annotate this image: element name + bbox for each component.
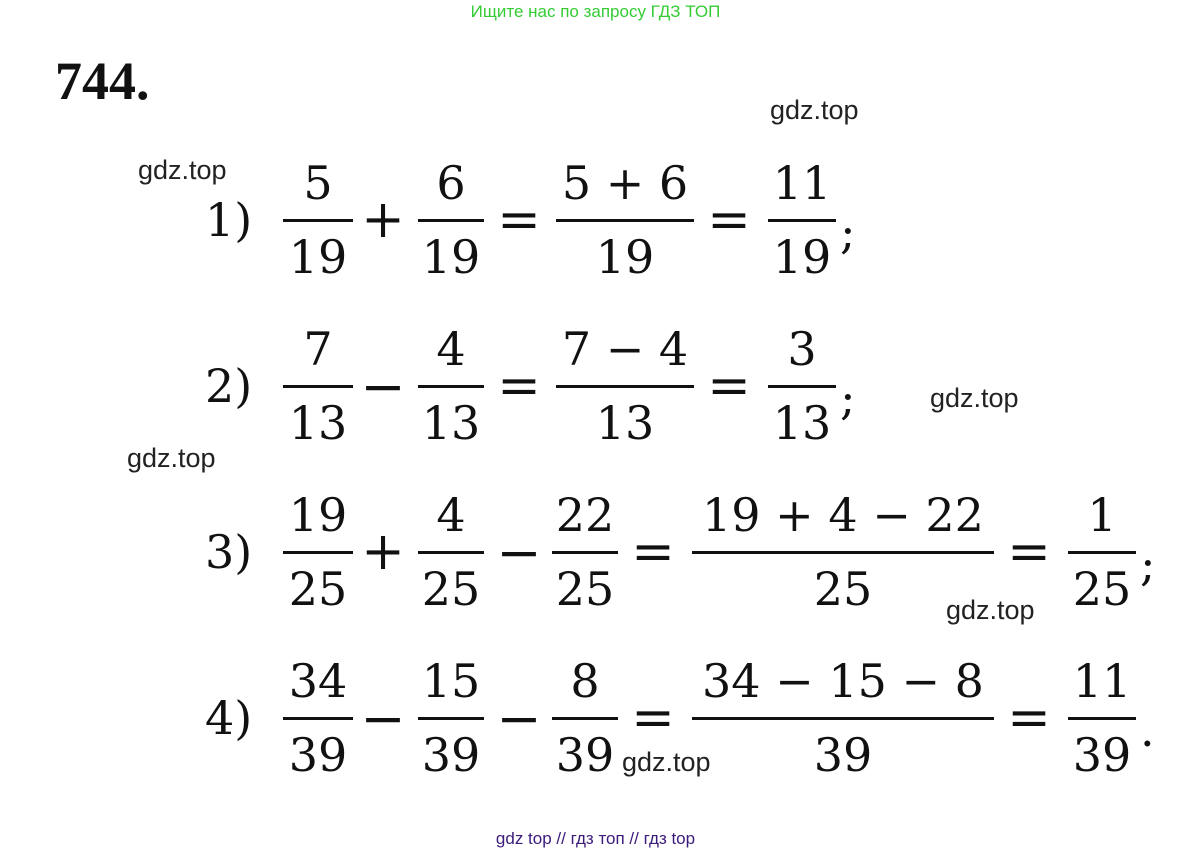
fraction-bar (1068, 717, 1136, 720)
fraction (283, 316, 353, 456)
fraction-denominator: 19 (772, 230, 832, 284)
equation-line (0, 648, 1191, 788)
fraction-numerator: 11 (772, 156, 832, 210)
fraction-denominator: 25 (421, 562, 481, 616)
equals-sign: = (707, 356, 751, 416)
fraction (418, 648, 484, 788)
fraction-denominator: 13 (595, 396, 655, 450)
fraction-denominator: 39 (1072, 728, 1132, 782)
fraction-bar (556, 219, 694, 222)
fraction-denominator: 19 (288, 230, 348, 284)
fraction-denominator: 39 (813, 728, 873, 782)
top-banner: Ищите нас по запросу ГДЗ ТОП (470, 2, 721, 21)
fraction-bar (418, 219, 484, 222)
minus-sign: − (360, 686, 406, 750)
watermark: gdz.top (127, 443, 216, 473)
fraction-denominator: 19 (421, 230, 481, 284)
fraction-numerator: 19 (288, 488, 348, 542)
fraction-denominator: 13 (421, 396, 481, 450)
fraction-numerator: 4 (436, 488, 466, 542)
watermark: gdz.top (930, 383, 1019, 413)
fraction-numerator: 34 (288, 654, 348, 708)
fraction-bar (418, 551, 484, 554)
fraction-numerator: 5 + 6 (561, 156, 689, 210)
fraction (556, 150, 694, 290)
fraction-numerator: 6 (436, 156, 466, 210)
equation-line (0, 316, 1191, 456)
fraction-bar (768, 219, 836, 222)
fraction (692, 482, 994, 622)
fraction (1068, 482, 1136, 622)
minus-sign: − (496, 686, 542, 750)
fraction (283, 150, 353, 290)
fraction (768, 316, 836, 456)
fraction-numerator: 7 (303, 322, 333, 376)
fraction-numerator: 22 (555, 488, 615, 542)
fraction-bar (418, 717, 484, 720)
fraction-bar (768, 385, 836, 388)
fraction-bar (692, 717, 994, 720)
fraction-bar (283, 551, 353, 554)
watermark: gdz.top (946, 595, 1035, 625)
fraction-numerator: 7 − 4 (561, 322, 689, 376)
fraction-numerator: 34 − 15 − 8 (702, 654, 984, 708)
end-punctuation: ; (1140, 537, 1156, 591)
fraction-bar (283, 385, 353, 388)
fraction-numerator: 15 (421, 654, 481, 708)
fraction-bar (556, 385, 694, 388)
fraction-bar (418, 385, 484, 388)
fraction-denominator: 25 (288, 562, 348, 616)
fraction-numerator: 1 (1087, 488, 1117, 542)
fraction-bar (283, 219, 353, 222)
fraction-numerator: 4 (436, 322, 466, 376)
equation-label: 1) (205, 193, 253, 247)
fraction-bar (552, 717, 618, 720)
minus-sign: − (496, 520, 542, 584)
equals-sign: = (631, 688, 675, 748)
fraction-bar (552, 551, 618, 554)
fraction (692, 648, 994, 788)
minus-sign: − (360, 354, 406, 418)
equation-label: 3) (205, 525, 253, 579)
fraction-bar (692, 551, 994, 554)
end-punctuation: ; (840, 371, 856, 425)
fraction-denominator: 25 (1072, 562, 1132, 616)
footer: gdz top // гдз топ // гдз top (495, 829, 696, 848)
fraction (283, 648, 353, 788)
equals-sign: = (707, 190, 751, 250)
fraction-denominator: 25 (813, 562, 873, 616)
fraction-numerator: 3 (787, 322, 817, 376)
fraction (418, 316, 484, 456)
equation-line (0, 150, 1191, 290)
equals-sign: = (497, 356, 541, 416)
fraction (556, 316, 694, 456)
fraction (1068, 648, 1136, 788)
fraction-denominator: 39 (555, 728, 615, 782)
fraction-numerator: 19 + 4 − 22 (702, 488, 984, 542)
plus-sign: + (361, 190, 405, 250)
fraction (768, 150, 836, 290)
equation-label: 4) (205, 691, 253, 745)
watermark: gdz.top (770, 95, 859, 125)
fraction-denominator: 13 (288, 396, 348, 450)
fraction (418, 482, 484, 622)
equation-line (0, 482, 1191, 622)
equals-sign: = (497, 190, 541, 250)
watermark: gdz.top (622, 747, 711, 777)
equation-label: 2) (205, 359, 253, 413)
fraction-denominator: 39 (288, 728, 348, 782)
fraction (552, 482, 618, 622)
fraction-denominator: 19 (595, 230, 655, 284)
fraction (418, 150, 484, 290)
fraction-bar (283, 717, 353, 720)
problem-number: 744. (55, 51, 150, 111)
fraction-bar (1068, 551, 1136, 554)
fraction (283, 482, 353, 622)
fraction-denominator: 13 (772, 396, 832, 450)
equals-sign: = (1007, 522, 1051, 582)
end-punctuation: . (1140, 703, 1155, 757)
fraction-numerator: 8 (570, 654, 600, 708)
fraction (552, 648, 618, 788)
fraction-numerator: 5 (303, 156, 333, 210)
fraction-denominator: 25 (555, 562, 615, 616)
watermark: gdz.top (138, 155, 227, 185)
fraction-denominator: 39 (421, 728, 481, 782)
equals-sign: = (631, 522, 675, 582)
end-punctuation: ; (840, 205, 856, 259)
fraction-numerator: 11 (1072, 654, 1132, 708)
equals-sign: = (1007, 688, 1051, 748)
plus-sign: + (361, 522, 405, 582)
